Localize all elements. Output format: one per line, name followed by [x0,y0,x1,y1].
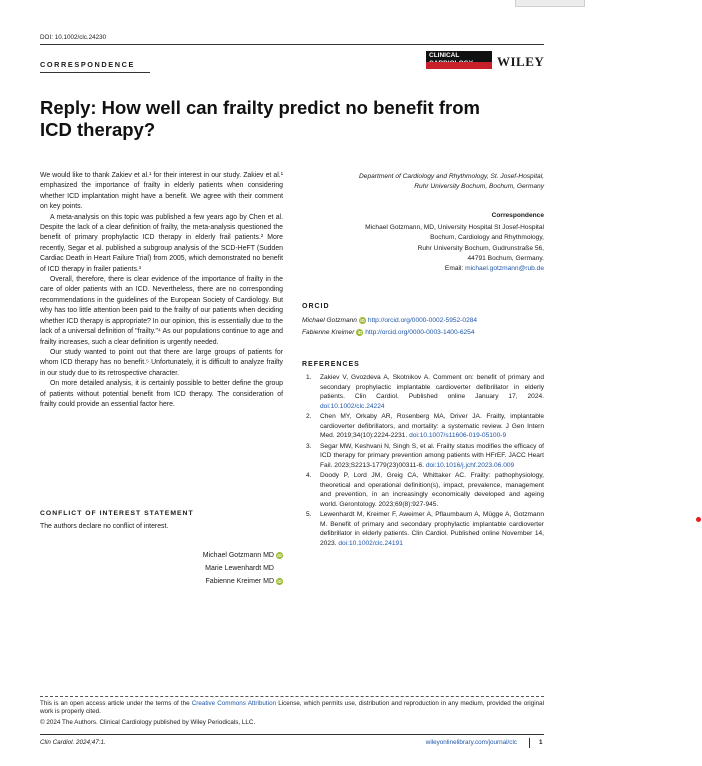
correspondence-line: Michael Gotzmann, MD, University Hospital St Josef-Hospital [365,224,544,232]
orcid-list [302,315,477,339]
correspondence-block [302,211,544,274]
footer-rule [40,734,544,735]
copyright-text: © 2024 The Authors. Clinical Cardiology published by Wiley Periodicals, LLC. [40,719,256,726]
journal-url-link[interactable]: wileyonlinelibrary.com/journal/clc [425,739,517,746]
reference-doi-link[interactable]: doi:10.1002/clc.24191 [338,539,403,547]
paragraph: We would like to thank Zakiev et al.¹ for their interest in our study. Zakiev et al.¹ emphasized the importance of frailty in elderly patients when considering whether ICD implantation might have a benefit. We agree with their comment on key points. [40,172,283,211]
affiliation [302,172,544,192]
paragraph: A meta-analysis on this topic was published a few years ago by Chen et al. Despite the lack of a clear definition of frailty, the meta-analysis questioned the benefit of primary prophylactic ICD therapy in elderly frail patients.² More recently, Segar et al. published a subgroup analysis of the SCD-HeFT (Sudden Cardiac Death in Heart Failure Trial) from 2005, which demonstrated no benefit of ICD therapy in frailer patients.³ [40,213,283,273]
orcid-name: Fabienne Kreimer [302,329,355,336]
page-number: 1 [539,739,543,746]
paragraph: On more detailed analysis, it is certainly possible to better define the group of patients without potential benefit from ICD therapy. The consideration of frailty could provide an essential factor here. [40,380,283,408]
page-divider [529,738,530,748]
doi-label: DOI: 10.1002/clc.24230 [40,34,107,41]
license-rule [40,696,544,697]
reference-doi-link[interactable]: doi:10.1002/clc.24224 [320,402,385,410]
reference-text: Lewenhardt M, Kreimer F, Aweimer A, Pflaumbaum A, Mügge A, Gotzmann M. Benefit of primary and secondary prophylactic implantable cardioverter defibrillator in elderly patients. Clin Cardiol. Published online November 14, 2023. [320,511,544,547]
orcid-link[interactable]: http://orcid.org/0000-0003-1400-6254 [365,329,475,336]
reference-number: 5. [306,511,312,518]
paragraph: Our study wanted to point out that there are large groups of patients for whom ICD therapy has no benefit.⁵ Unfortunately, it is difficult to analyze frailty in our study due to its retrospective character. [40,348,283,377]
orcid-icon: iD [357,329,363,335]
reference-item [302,412,544,441]
reference-item [302,373,544,411]
orcid-icon[interactable]: iD [277,578,282,584]
author-line [140,575,283,588]
orcid-link[interactable]: http://orcid.org/0000-0002-5952-0284 [367,317,478,324]
body-text [40,171,283,410]
reference-item [302,510,544,548]
citation: Clin Cardiol. 2024;47:1. [40,739,106,746]
author-list [140,549,283,588]
correspondence-line: 44791 Bochum, Germany. [467,254,544,262]
publisher-logo: WILEY [497,54,545,69]
license-text [40,700,544,717]
orcid-name: Michael Gotzmann [302,317,357,324]
reference-number: 1. [306,374,312,381]
journal-logo-bar [426,62,492,69]
reference-text: Doody P, Lord JM, Greig CA, Whittaker AC. Frailty: pathophysiology, theoretical and operational definition(s), impact, prevalence, management and prevention, in an increasingly economically developed and ageing world. Gerontology. 2023;69(8):927-945. [320,472,544,508]
coi-text: The authors declare no conflict of interest. [40,523,169,530]
email-line [302,264,544,274]
reference-doi-link[interactable]: doi:10.1016/j.jchf.2023.06.009 [425,461,515,469]
author-name: Fabienne Kreimer MD [205,578,274,585]
license-pre: This is an open access article under the terms of the [40,700,190,707]
affiliation-line: Department of Cardiology and Rhythmology, St. Josef-Hospital, [359,173,544,180]
journal-logo-text: CLINICAL [429,52,460,59]
references-heading: REFERENCES [302,361,360,368]
orcid-icon[interactable]: iD [277,552,282,558]
orcid-heading: ORCID [302,303,330,310]
license-post: License, which permits use, distribution and reproduction in any medium, provided the original work is properly cited. [40,700,545,716]
annotation-dot [696,517,701,522]
reference-text: Chen MY, Orkaby AR, Rosenberg MA, Driver JA. Frailty, implantable cardioverter defibrillators, and mortality: a systematic review. J Gen Intern Med. 2019;34(10):2224-2231. [320,413,544,439]
author-name: Michael Gotzmann MD [202,552,274,559]
reference-doi-link[interactable]: doi:10.1007/s11606-019-05100-9 [409,432,507,439]
reference-number: 3. [306,442,312,450]
orcid-icon: iD [360,317,365,323]
reference-text: Zakiev V, Gvozdeva A, Skotnikov A. Comment on: benefit of primary and secondary prophylactic implantable cardioverter defibrillator in elderly patients. Clin Cardiol. Published online January 17, 2024. [320,374,544,400]
correspondence-line: Bochum, Cardiology and Rhythmology, [430,234,544,242]
top-rule [40,44,544,45]
affiliation-line: Ruhr University Bochum, Bochum, Germany [414,183,544,191]
author-line [140,549,283,562]
reference-item [302,471,544,509]
paragraph: Overall, therefore, there is clear evidence of the importance of frailty in the care of older patients with an ICD. Nevertheless, there are no corresponding recommendations in the guidelines of the European Society of Cardiology. But why has too little attention been paid to the frailty of our patients when deciding whether ICD therapy is appropriate? In our opinion, this is essentially due to the lack of a universal definition of "frailty."⁴ As our populations continue to age and frailty increases, such a clear definition is urgently needed. [40,276,283,346]
reference-list [302,373,544,549]
correspondence-heading: Correspondence [491,212,544,219]
journal-logo [426,51,492,69]
author-line [140,562,283,575]
correspondence-line: Ruhr University Bochum, Gudrunstraße 56, [417,244,544,252]
email-link[interactable]: michael.gotzmann@rub.de [465,265,544,273]
corner-tab [515,0,585,7]
section-underline [40,72,150,73]
coi-heading: CONFLICT OF INTEREST STATEMENT [40,510,194,517]
reference-number: 2. [306,413,312,420]
orcid-entry [302,315,477,327]
author-name: Marie Lewenhardt MD [205,565,274,572]
reference-number: 4. [306,472,312,479]
section-label: CORRESPONDENCE [40,60,135,69]
orcid-entry [302,327,477,339]
license-link[interactable]: Creative Commons Attribution [191,700,277,707]
reference-text: Segar MW, Keshvani N, Singh S, et al. Frailty status modifies the efficacy of ICD therapy for primary prevention among patients with HFrEF. JACC Heart Fail. 2023;S2213-1779(23)00311-6. [320,442,544,469]
reference-item [302,442,544,471]
article-title: Reply: How well can frailty predict no benefit from ICD therapy? [40,97,480,140]
email-label: Email: [444,265,464,273]
